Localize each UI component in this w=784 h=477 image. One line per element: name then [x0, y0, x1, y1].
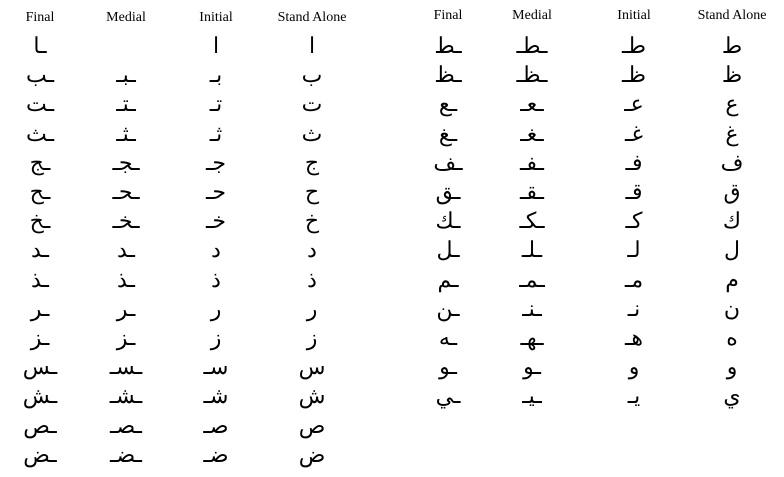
right-medial-form: ـيـ: [522, 384, 542, 410]
right-header-initial: Initial: [617, 8, 651, 23]
right-standalone-form: ي: [723, 384, 741, 410]
left-standalone-form: ز: [306, 326, 318, 351]
left-initial-form: د: [211, 238, 221, 264]
left-final-form: ـض: [23, 442, 57, 468]
left-letter-row: [6, 90, 366, 119]
right-medial-form: ـنـ: [522, 296, 542, 322]
left-standalone-form: ا: [308, 34, 316, 59]
left-medial-form: ـضـ: [110, 442, 142, 468]
right-standalone-form: ل: [724, 238, 740, 264]
left-medial-form: ـسـ: [109, 355, 143, 381]
left-final-form: ـص: [23, 413, 57, 439]
right-final-form: ـظ: [434, 63, 462, 89]
left-initial-form: ر: [210, 296, 222, 322]
right-final-form: ـق: [435, 180, 461, 205]
left-medial-form: ـبـ: [116, 63, 136, 89]
right-standalone-form: ظ: [721, 63, 743, 89]
right-medial-form: ـمـ: [519, 267, 545, 293]
right-final-form: ـك: [435, 209, 461, 235]
left-letter-row: [6, 412, 366, 441]
left-initial-form: حـ: [205, 180, 227, 205]
right-initial-form: فـ: [625, 150, 643, 176]
right-medial-form: ـكـ: [519, 209, 545, 235]
right-medial-form: ـلـ: [521, 238, 543, 264]
right-letter-row: [418, 149, 778, 178]
right-medial-form: ـعـ: [520, 92, 544, 118]
right-standalone-form: ط: [721, 34, 743, 59]
left-final-form: ـب: [25, 63, 55, 89]
right-header-row: [418, 8, 778, 32]
right-initial-form: هـ: [624, 326, 644, 351]
left-final-form: ـد: [31, 238, 49, 264]
right-standalone-form: ف: [720, 150, 744, 176]
right-medial-form: ـطـ: [516, 34, 548, 59]
left-header-standalone: Stand Alone: [277, 10, 347, 25]
right-letter-row: [418, 32, 778, 61]
right-standalone-form: ه: [726, 326, 738, 351]
right-letter-row: [418, 266, 778, 295]
right-initial-form: لـ: [627, 238, 641, 264]
right-initial-form: كـ: [625, 209, 643, 235]
right-medial-form: ـفـ: [519, 150, 545, 176]
left-standalone-form: س: [298, 355, 326, 381]
left-final-form: ـث: [25, 121, 55, 147]
left-header-row: [6, 10, 366, 34]
left-standalone-form: ض: [298, 442, 326, 468]
right-final-form: ـه: [438, 326, 458, 351]
left-standalone-form: خ: [304, 209, 320, 235]
right-letter-row: [418, 324, 778, 353]
left-letter-row: [6, 441, 366, 470]
left-initial-form: صـ: [203, 413, 229, 439]
left-initial-form: ذ: [211, 267, 221, 293]
left-final-form: ـر: [30, 296, 50, 322]
right-medial-form: ـغـ: [520, 121, 544, 147]
left-final-form: ـش: [22, 384, 58, 410]
left-final-form: ـج: [29, 150, 51, 176]
left-initial-form: سـ: [203, 355, 229, 381]
left-final-form: ـخ: [29, 209, 51, 235]
left-header-initial: Initial: [199, 10, 233, 25]
left-standalone-form: ث: [301, 121, 323, 147]
right-medial-form: ـقـ: [519, 180, 545, 205]
left-standalone-form: ص: [298, 413, 326, 439]
left-letter-row: [6, 324, 366, 353]
left-standalone-form: د: [307, 238, 317, 264]
right-medial-form: ـظـ: [516, 63, 548, 89]
right-letter-row: [418, 120, 778, 149]
right-standalone-form: م: [725, 267, 739, 293]
left-letter-row: [6, 32, 366, 61]
left-final-form: ـز: [30, 326, 50, 351]
right-initial-form: و: [628, 355, 640, 381]
left-standalone-form: ت: [301, 92, 323, 118]
left-initial-form: بـ: [209, 63, 223, 89]
left-medial-form: ـحـ: [112, 180, 140, 205]
right-letter-row: [418, 236, 778, 265]
left-letter-row: [6, 149, 366, 178]
right-initial-form: مـ: [624, 267, 644, 293]
left-letter-row: [6, 61, 366, 90]
right-header-standalone: Stand Alone: [697, 8, 767, 23]
left-standalone-form: ش: [298, 384, 326, 410]
left-medial-form: ـجـ: [112, 150, 140, 176]
right-medial-form: ـهـ: [520, 326, 544, 351]
right-initial-form: ظـ: [622, 63, 646, 89]
right-standalone-form: و: [726, 355, 738, 381]
left-medial-form: ـخـ: [112, 209, 140, 235]
left-initial-form: ز: [210, 326, 222, 351]
right-final-form: ـط: [434, 34, 462, 59]
right-letter-row: [418, 178, 778, 207]
right-final-form: ـغ: [438, 121, 458, 147]
right-final-form: ـف: [433, 150, 463, 176]
right-initial-form: يـ: [627, 384, 641, 410]
right-final-form: ـو: [439, 355, 457, 381]
right-header-medial: Medial: [512, 8, 552, 23]
left-standalone-form: ب: [301, 63, 323, 89]
left-initial-form: خـ: [205, 209, 227, 235]
left-final-form: ـا: [33, 34, 47, 59]
left-letter-row: [6, 178, 366, 207]
right-final-form: ـم: [437, 267, 459, 293]
right-initial-form: طـ: [622, 34, 646, 59]
left-initial-form: جـ: [205, 150, 227, 176]
left-standalone-form: ج: [304, 150, 320, 176]
left-letter-row: [6, 236, 366, 265]
left-medial-form: ـر: [116, 296, 136, 322]
right-medial-form: ـو: [523, 355, 541, 381]
left-medial-form: ـصـ: [110, 413, 142, 439]
right-letter-row: [418, 90, 778, 119]
right-standalone-form: ع: [725, 92, 739, 118]
left-letter-row: [6, 207, 366, 236]
right-final-form: ـل: [436, 238, 460, 264]
right-standalone-form: ق: [723, 180, 741, 205]
left-letter-row: [6, 120, 366, 149]
left-medial-form: ـد: [117, 238, 135, 264]
left-final-form: ـس: [22, 355, 58, 381]
left-medial-form: ـتـ: [116, 92, 136, 118]
right-standalone-form: ن: [723, 296, 741, 322]
left-header-final: Final: [25, 10, 55, 25]
left-letter-row: [6, 353, 366, 382]
left-initial-form: تـ: [209, 92, 223, 118]
left-initial-form: شـ: [203, 384, 229, 410]
left-medial-form: ـشـ: [109, 384, 143, 410]
left-header-medial: Medial: [106, 10, 146, 25]
left-final-form: ـت: [25, 92, 55, 118]
left-letter-row: [6, 295, 366, 324]
left-medial-form: ـز: [116, 326, 136, 351]
right-initial-form: غـ: [625, 121, 643, 147]
right-initial-form: عـ: [624, 92, 644, 118]
right-header-final: Final: [433, 8, 463, 23]
left-letter-row: [6, 266, 366, 295]
left-standalone-form: ذ: [307, 267, 317, 293]
left-medial-form: ـثـ: [116, 121, 136, 147]
right-initial-form: نـ: [627, 296, 641, 322]
right-final-form: ـن: [436, 296, 460, 322]
right-letter-row: [418, 207, 778, 236]
left-standalone-form: ر: [306, 296, 318, 322]
left-final-form: ـح: [29, 180, 51, 205]
left-final-form: ـذ: [31, 267, 49, 293]
right-standalone-form: ك: [722, 209, 742, 235]
right-letter-row: [418, 61, 778, 90]
left-initial-form: ا: [212, 34, 220, 59]
left-medial-form: ـذ: [117, 267, 135, 293]
left-letter-row: [6, 382, 366, 411]
left-initial-form: ثـ: [209, 121, 223, 147]
right-standalone-form: غ: [725, 121, 739, 147]
right-letter-row: [418, 382, 778, 411]
left-standalone-form: ح: [304, 180, 320, 205]
right-initial-form: قـ: [625, 180, 643, 205]
right-letter-row: [418, 295, 778, 324]
left-initial-form: ضـ: [203, 442, 229, 468]
right-letter-row: [418, 353, 778, 382]
right-final-form: ـع: [438, 92, 458, 118]
right-final-form: ـي: [435, 384, 461, 410]
